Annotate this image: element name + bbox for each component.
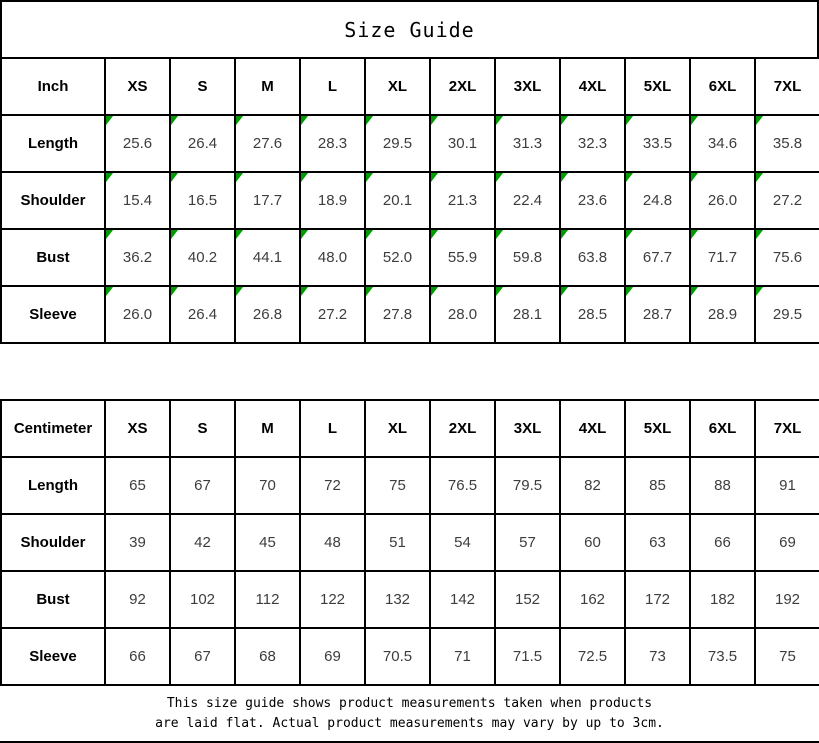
size-header-6xl: 6XL — [690, 58, 755, 115]
size-header-xs: XS — [105, 58, 170, 115]
size-value-cell — [430, 571, 495, 628]
size-value-cell — [105, 514, 170, 571]
size-value-cell — [495, 628, 560, 685]
size-value-cell — [625, 457, 690, 514]
cell-value: 88 — [714, 477, 731, 494]
green-corner-marker-icon — [171, 287, 178, 296]
size-value-cell — [300, 571, 365, 628]
row-label-shoulder: Shoulder — [1, 172, 105, 229]
size-value-cell — [495, 514, 560, 571]
size-value-cell — [560, 571, 625, 628]
cell-value: 66 — [129, 648, 146, 665]
size-value-cell — [690, 286, 755, 343]
green-corner-marker-icon — [236, 173, 243, 182]
size-value-cell — [170, 229, 235, 286]
size-value-cell — [235, 115, 300, 172]
size-value-cell — [430, 628, 495, 685]
size-value-cell — [495, 286, 560, 343]
size-value-cell — [755, 457, 819, 514]
cell-value: 60 — [584, 534, 601, 551]
green-corner-marker-icon — [106, 230, 113, 239]
cell-value: 72.5 — [577, 648, 608, 665]
cell-value: 44.1 — [252, 249, 283, 266]
size-value-cell — [235, 286, 300, 343]
size-value-cell — [560, 286, 625, 343]
cell-value: 28.0 — [447, 306, 478, 323]
row-label-bust: Bust — [1, 571, 105, 628]
size-value-cell — [365, 628, 430, 685]
size-value-cell — [755, 514, 819, 571]
size-header-2xl: 2XL — [430, 400, 495, 457]
cell-value: 36.2 — [122, 249, 153, 266]
cell-value: 82 — [584, 477, 601, 494]
cell-value: 152 — [514, 591, 541, 608]
size-value-cell — [690, 514, 755, 571]
green-corner-marker-icon — [431, 173, 438, 182]
cell-value: 18.9 — [317, 192, 348, 209]
green-corner-marker-icon — [561, 116, 568, 125]
cell-value: 45 — [259, 534, 276, 551]
cell-value: 92 — [129, 591, 146, 608]
green-corner-marker-icon — [496, 230, 503, 239]
size-value-cell — [495, 229, 560, 286]
cell-value: 192 — [774, 591, 801, 608]
size-header-5xl: 5XL — [625, 58, 690, 115]
size-header-m: M — [235, 58, 300, 115]
green-corner-marker-icon — [756, 230, 763, 239]
cell-value: 76.5 — [447, 477, 478, 494]
size-value-cell — [170, 514, 235, 571]
size-value-cell — [300, 172, 365, 229]
row-label-bust: Bust — [1, 229, 105, 286]
cell-value: 75 — [779, 648, 796, 665]
green-corner-marker-icon — [301, 116, 308, 125]
size-value-cell — [235, 457, 300, 514]
cell-value: 59.8 — [512, 249, 543, 266]
green-corner-marker-icon — [561, 173, 568, 182]
cell-value: 182 — [709, 591, 736, 608]
cell-value: 42 — [194, 534, 211, 551]
size-header-2xl: 2XL — [430, 58, 495, 115]
size-value-cell — [365, 229, 430, 286]
size-value-cell — [365, 286, 430, 343]
size-value-cell — [105, 229, 170, 286]
cell-value: 70 — [259, 477, 276, 494]
size-header-m: M — [235, 400, 300, 457]
size-header-5xl: 5XL — [625, 400, 690, 457]
cell-value: 26.8 — [252, 306, 283, 323]
cell-value: 162 — [579, 591, 606, 608]
size-value-cell — [755, 628, 819, 685]
size-value-cell — [365, 514, 430, 571]
cell-value: 21.3 — [447, 192, 478, 209]
unit-header: Centimeter — [1, 400, 105, 457]
size-header-s: S — [170, 400, 235, 457]
size-value-cell — [170, 571, 235, 628]
size-value-cell — [365, 571, 430, 628]
size-header-xl: XL — [365, 400, 430, 457]
green-corner-marker-icon — [626, 116, 633, 125]
size-value-cell — [495, 457, 560, 514]
cell-value: 67 — [194, 648, 211, 665]
cell-value: 52.0 — [382, 249, 413, 266]
size-value-cell — [365, 457, 430, 514]
cell-value: 71.7 — [707, 249, 738, 266]
size-value-cell — [170, 115, 235, 172]
size-value-cell — [690, 628, 755, 685]
cell-value: 28.7 — [642, 306, 673, 323]
size-value-cell — [300, 457, 365, 514]
size-value-cell — [755, 286, 819, 343]
green-corner-marker-icon — [236, 287, 243, 296]
title-box — [0, 0, 819, 57]
cell-value: 79.5 — [512, 477, 543, 494]
size-value-cell — [105, 628, 170, 685]
size-header-l: L — [300, 400, 365, 457]
size-value-cell — [300, 286, 365, 343]
green-corner-marker-icon — [366, 230, 373, 239]
cell-value: 28.9 — [707, 306, 738, 323]
size-value-cell — [560, 172, 625, 229]
cell-value: 54 — [454, 534, 471, 551]
cell-value: 22.4 — [512, 192, 543, 209]
size-header-3xl: 3XL — [495, 58, 560, 115]
size-header-xl: XL — [365, 58, 430, 115]
size-value-cell — [170, 457, 235, 514]
cell-value: 28.3 — [317, 135, 348, 152]
cell-value: 63 — [649, 534, 666, 551]
green-corner-marker-icon — [106, 287, 113, 296]
green-corner-marker-icon — [236, 230, 243, 239]
table-row — [1, 514, 819, 571]
size-value-cell — [625, 571, 690, 628]
cell-value: 63.8 — [577, 249, 608, 266]
cell-value: 33.5 — [642, 135, 673, 152]
size-value-cell — [430, 514, 495, 571]
size-value-cell — [625, 229, 690, 286]
cell-value: 32.3 — [577, 135, 608, 152]
green-corner-marker-icon — [236, 116, 243, 125]
size-value-cell — [560, 229, 625, 286]
size-value-cell — [235, 571, 300, 628]
size-header-3xl: 3XL — [495, 400, 560, 457]
cell-value: 51 — [389, 534, 406, 551]
cell-value: 68 — [259, 648, 276, 665]
size-value-cell — [430, 172, 495, 229]
footer-line-2: are laid flat. Actual product measurements may vary by up to 3cm. — [155, 716, 664, 731]
size-value-cell — [625, 286, 690, 343]
size-header-7xl: 7XL — [755, 400, 819, 457]
size-value-cell — [235, 628, 300, 685]
size-value-cell — [560, 514, 625, 571]
cell-value: 31.3 — [512, 135, 543, 152]
green-corner-marker-icon — [691, 230, 698, 239]
table-row — [1, 115, 819, 172]
cell-value: 26.0 — [122, 306, 153, 323]
size-header-l: L — [300, 58, 365, 115]
cell-value: 102 — [189, 591, 216, 608]
size-value-cell — [755, 229, 819, 286]
size-value-cell — [235, 172, 300, 229]
table-row — [1, 571, 819, 628]
cell-value: 69 — [324, 648, 341, 665]
size-value-cell — [495, 115, 560, 172]
table-row — [1, 229, 819, 286]
cell-value: 69 — [779, 534, 796, 551]
cell-value: 73.5 — [707, 648, 738, 665]
cell-value: 71.5 — [512, 648, 543, 665]
green-corner-marker-icon — [756, 287, 763, 296]
size-value-cell — [365, 115, 430, 172]
cell-value: 40.2 — [187, 249, 218, 266]
row-label-sleeve: Sleeve — [1, 628, 105, 685]
size-value-cell — [430, 229, 495, 286]
size-value-cell — [430, 286, 495, 343]
size-value-cell — [300, 628, 365, 685]
cell-value: 70.5 — [382, 648, 413, 665]
size-value-cell — [690, 115, 755, 172]
size-value-cell — [105, 571, 170, 628]
size-header-row — [1, 58, 819, 115]
cell-value: 27.2 — [772, 192, 803, 209]
green-corner-marker-icon — [496, 287, 503, 296]
size-value-cell — [495, 172, 560, 229]
green-corner-marker-icon — [756, 173, 763, 182]
size-value-cell — [495, 571, 560, 628]
green-corner-marker-icon — [106, 116, 113, 125]
size-value-cell — [170, 286, 235, 343]
size-header-4xl: 4XL — [560, 400, 625, 457]
size-value-cell — [690, 571, 755, 628]
footer-note — [0, 686, 819, 743]
green-corner-marker-icon — [171, 230, 178, 239]
green-corner-marker-icon — [691, 173, 698, 182]
table-row — [1, 628, 819, 685]
cell-value: 27.8 — [382, 306, 413, 323]
green-corner-marker-icon — [366, 287, 373, 296]
size-value-cell — [560, 115, 625, 172]
size-header-row — [1, 400, 819, 457]
size-value-cell — [300, 115, 365, 172]
green-corner-marker-icon — [431, 116, 438, 125]
green-corner-marker-icon — [626, 287, 633, 296]
cell-value: 112 — [255, 591, 280, 608]
unit-header: Inch — [1, 58, 105, 115]
size-value-cell — [235, 229, 300, 286]
cell-value: 55.9 — [447, 249, 478, 266]
cell-value: 75 — [389, 477, 406, 494]
size-header-4xl: 4XL — [560, 58, 625, 115]
row-label-length: Length — [1, 457, 105, 514]
row-label-length: Length — [1, 115, 105, 172]
green-corner-marker-icon — [561, 230, 568, 239]
size-value-cell — [690, 229, 755, 286]
size-value-cell — [300, 229, 365, 286]
cell-value: 172 — [644, 591, 671, 608]
size-value-cell — [235, 514, 300, 571]
table-gap — [0, 344, 819, 399]
cell-value: 30.1 — [447, 135, 478, 152]
cell-value: 27.2 — [317, 306, 348, 323]
size-value-cell — [690, 172, 755, 229]
green-corner-marker-icon — [431, 230, 438, 239]
cell-value: 71 — [454, 648, 471, 665]
cell-value: 132 — [384, 591, 411, 608]
green-corner-marker-icon — [301, 287, 308, 296]
cell-value: 34.6 — [707, 135, 738, 152]
cell-value: 29.5 — [382, 135, 413, 152]
green-corner-marker-icon — [366, 173, 373, 182]
cell-value: 35.8 — [772, 135, 803, 152]
size-value-cell — [755, 172, 819, 229]
cell-value: 122 — [319, 591, 346, 608]
green-corner-marker-icon — [301, 230, 308, 239]
green-corner-marker-icon — [561, 287, 568, 296]
size-value-cell — [625, 115, 690, 172]
cell-value: 75.6 — [772, 249, 803, 266]
cell-value: 28.5 — [577, 306, 608, 323]
green-corner-marker-icon — [171, 173, 178, 182]
green-corner-marker-icon — [626, 230, 633, 239]
size-value-cell — [105, 115, 170, 172]
footer-line-1: This size guide shows product measurements taken when products — [166, 696, 653, 711]
green-corner-marker-icon — [171, 116, 178, 125]
green-corner-marker-icon — [626, 173, 633, 182]
cell-value: 16.5 — [187, 192, 218, 209]
size-header-6xl: 6XL — [690, 400, 755, 457]
size-value-cell — [625, 628, 690, 685]
size-value-cell — [625, 514, 690, 571]
size-value-cell — [105, 286, 170, 343]
cell-value: 85 — [649, 477, 666, 494]
cell-value: 142 — [449, 591, 476, 608]
cell-value: 67.7 — [642, 249, 673, 266]
green-corner-marker-icon — [691, 116, 698, 125]
cell-value: 48 — [324, 534, 341, 551]
cell-value: 67 — [194, 477, 211, 494]
green-corner-marker-icon — [431, 287, 438, 296]
cell-value: 27.6 — [252, 135, 283, 152]
cell-value: 39 — [129, 534, 146, 551]
row-label-sleeve: Sleeve — [1, 286, 105, 343]
cell-value: 26.0 — [707, 192, 738, 209]
green-corner-marker-icon — [756, 116, 763, 125]
cell-value: 28.1 — [512, 306, 543, 323]
table-row — [1, 286, 819, 343]
green-corner-marker-icon — [691, 287, 698, 296]
cell-value: 91 — [779, 477, 796, 494]
size-value-cell — [430, 115, 495, 172]
cell-value: 17.7 — [252, 192, 283, 209]
cell-value: 25.6 — [122, 135, 153, 152]
size-value-cell — [625, 172, 690, 229]
centimeter-size-table — [0, 399, 819, 686]
inch-size-table — [0, 57, 819, 344]
size-value-cell — [365, 172, 430, 229]
size-value-cell — [690, 457, 755, 514]
size-value-cell — [560, 457, 625, 514]
size-value-cell — [755, 571, 819, 628]
cell-value: 73 — [649, 648, 666, 665]
cell-value: 26.4 — [187, 135, 218, 152]
table-row — [1, 457, 819, 514]
row-label-shoulder: Shoulder — [1, 514, 105, 571]
cell-value: 24.8 — [642, 192, 673, 209]
size-header-s: S — [170, 58, 235, 115]
cell-value: 29.5 — [772, 306, 803, 323]
size-value-cell — [755, 115, 819, 172]
cell-value: 15.4 — [122, 192, 153, 209]
green-corner-marker-icon — [301, 173, 308, 182]
cell-value: 57 — [519, 534, 536, 551]
green-corner-marker-icon — [106, 173, 113, 182]
size-value-cell — [560, 628, 625, 685]
cell-value: 48.0 — [317, 249, 348, 266]
green-corner-marker-icon — [496, 116, 503, 125]
cell-value: 20.1 — [382, 192, 413, 209]
cell-value: 26.4 — [187, 306, 218, 323]
size-value-cell — [105, 457, 170, 514]
table-row — [1, 172, 819, 229]
cell-value: 65 — [129, 477, 146, 494]
size-value-cell — [300, 514, 365, 571]
cell-value: 23.6 — [577, 192, 608, 209]
size-value-cell — [105, 172, 170, 229]
cell-value: 66 — [714, 534, 731, 551]
size-value-cell — [170, 172, 235, 229]
size-value-cell — [170, 628, 235, 685]
size-header-7xl: 7XL — [755, 58, 819, 115]
page-title: Size Guide — [344, 17, 475, 42]
size-value-cell — [430, 457, 495, 514]
cell-value: 72 — [324, 477, 341, 494]
green-corner-marker-icon — [496, 173, 503, 182]
size-header-xs: XS — [105, 400, 170, 457]
green-corner-marker-icon — [366, 116, 373, 125]
